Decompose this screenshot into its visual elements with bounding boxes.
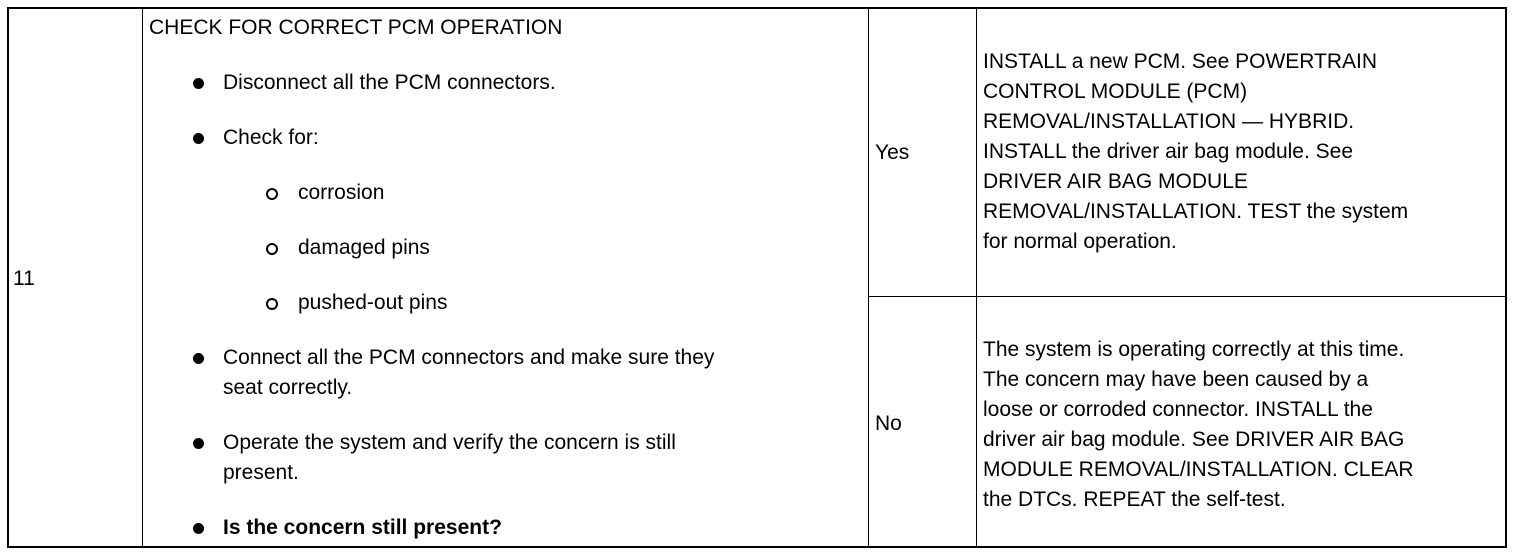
no-label: No bbox=[875, 412, 902, 435]
bullet-text: Operate the system and verify the concern is still present. bbox=[223, 431, 676, 484]
sub-bullet-icon bbox=[266, 243, 278, 255]
column-divider bbox=[976, 8, 977, 547]
sub-bullet-text: damaged pins bbox=[298, 236, 430, 259]
sub-bullet-icon bbox=[266, 298, 278, 310]
bullet-icon bbox=[193, 438, 204, 449]
question-text: Is the concern still present? bbox=[223, 516, 502, 539]
column-divider bbox=[868, 8, 869, 547]
bullet-text: Connect all the PCM connectors and make sure they seat correctly. bbox=[223, 346, 715, 399]
yes-label: Yes bbox=[875, 141, 910, 164]
bullet-icon bbox=[193, 353, 204, 364]
bullet-icon bbox=[193, 78, 204, 89]
step-title: CHECK FOR CORRECT PCM OPERATION bbox=[149, 16, 563, 39]
sub-bullet-text: corrosion bbox=[298, 181, 385, 204]
sub-bullet-icon bbox=[266, 188, 278, 200]
no-action: The system is operating correctly at this time. The concern may have been caused by a loose or corroded connector. INSTALL the driver air bag module. See DRIVER AIR BAG MODULE REMOVAL/INSTALLATION. CLEAR the DTCs. REPEAT the self-test. bbox=[983, 338, 1414, 511]
row-divider bbox=[869, 296, 1506, 297]
bullet-text: Check for: bbox=[223, 126, 319, 149]
step-number: 11 bbox=[13, 267, 35, 290]
bullet-icon bbox=[193, 133, 204, 144]
sub-bullet-text: pushed-out pins bbox=[298, 291, 448, 314]
yes-action: INSTALL a new PCM. See POWERTRAIN CONTROL MODULE (PCM) REMOVAL/INSTALLATION — HYBRID. INSTALL the driver air bag module. See DRIVER AIR BAG MODULE REMOVAL/INSTALLATION. TEST the system for normal operation. bbox=[983, 50, 1409, 253]
column-divider bbox=[142, 8, 143, 547]
bullet-text: Disconnect all the PCM connectors. bbox=[223, 71, 556, 94]
bullet-icon bbox=[193, 523, 204, 534]
